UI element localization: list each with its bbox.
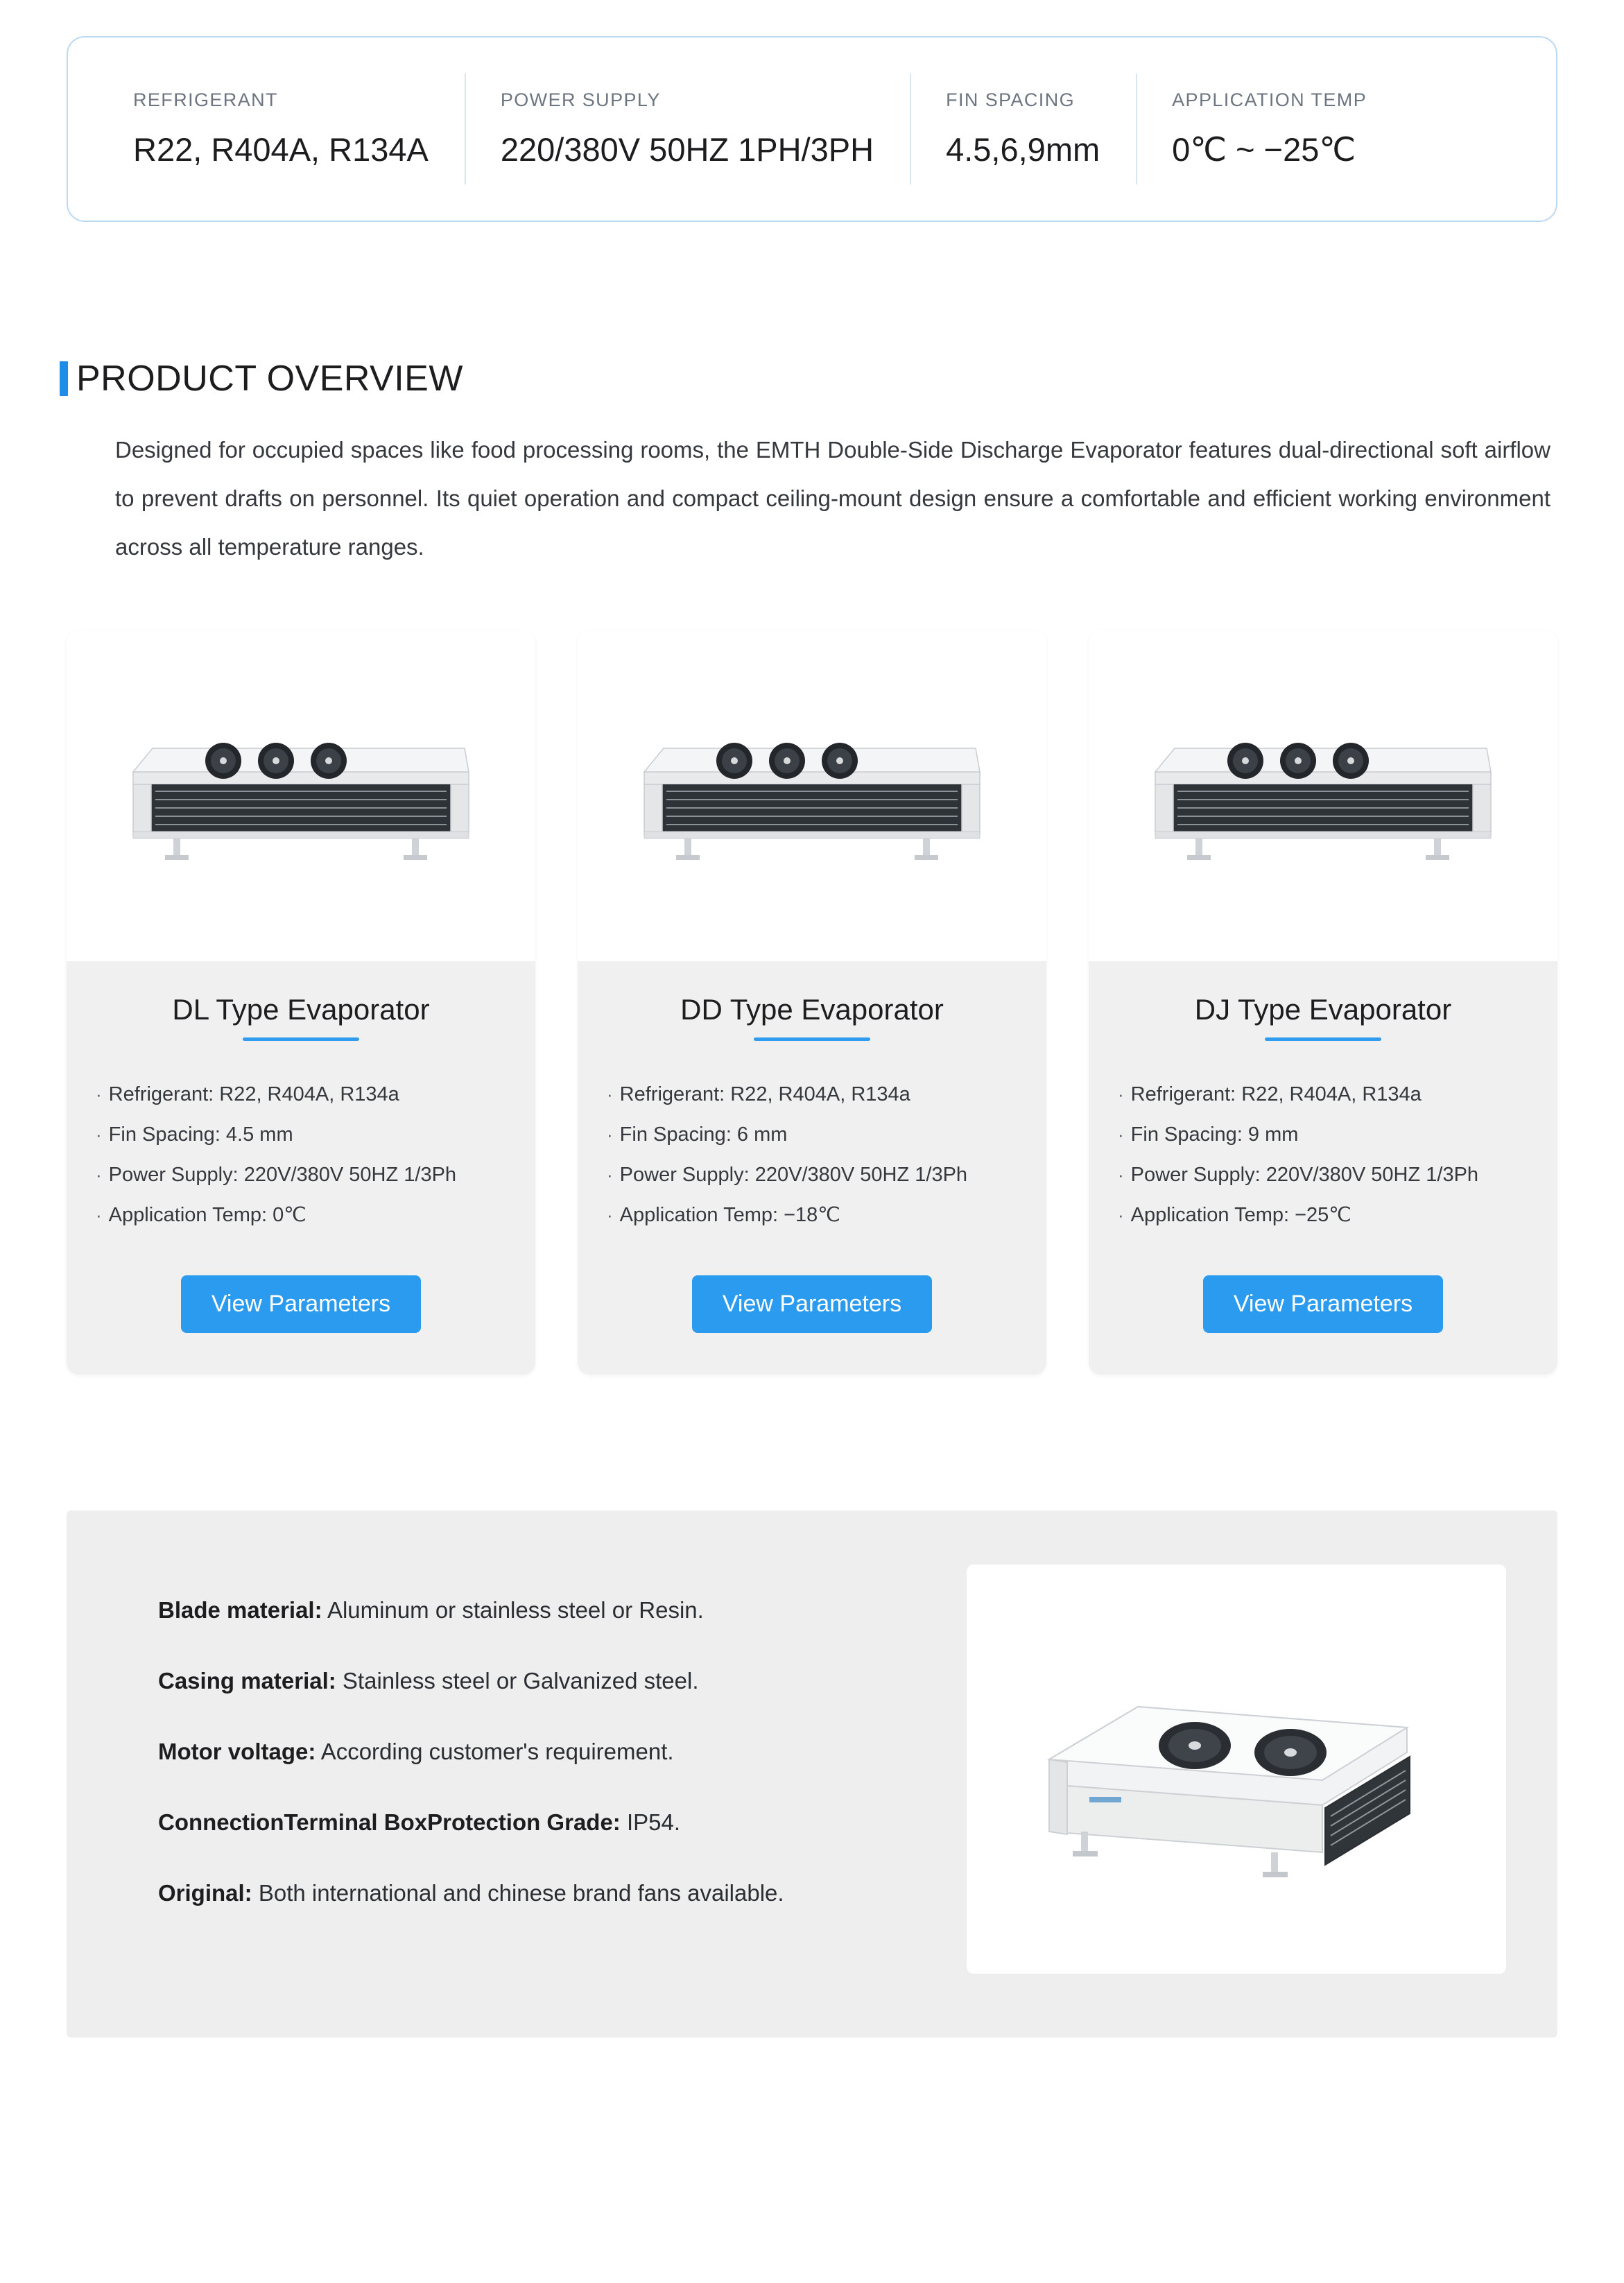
overview-paragraph: Designed for occupied spaces like food processing rooms, the EMTH Double-Side Discharge Evaporator features dual-directional soft airflow to prevent drafts on personnel. Its quiet operation and compact ceiling-mount design ensure a comfortable and efficient working environment across all temperature ranges. <box>115 437 1550 560</box>
card-feature-text: Refrigerant: R22, R404A, R134a <box>1130 1083 1422 1105</box>
card-title-underline <box>754 1037 870 1041</box>
bullet-icon: · <box>96 1164 102 1185</box>
material-label: Original: <box>158 1880 252 1906</box>
card-feature <box>1118 1114 1528 1155</box>
spec-label: FIN SPACING <box>946 89 1076 110</box>
card-action-row <box>96 1235 506 1333</box>
card-feature <box>607 1114 1017 1155</box>
view-parameters-button[interactable]: View Parameters <box>181 1275 421 1333</box>
page-title: PRODUCT OVERVIEW <box>76 359 463 399</box>
card-feature-text: Power Supply: 220V/380V 50HZ 1/3Ph <box>108 1164 457 1186</box>
evaporator-illustration-icon <box>1129 705 1517 886</box>
bullet-icon: · <box>607 1084 613 1105</box>
card-feature <box>1118 1195 1528 1235</box>
bullet-icon: · <box>607 1124 613 1145</box>
spec-value: 0℃ ~ −25℃ <box>1172 130 1356 168</box>
material-item <box>158 1807 946 1838</box>
card-title: DL Type Evaporator <box>172 993 430 1026</box>
card-feature <box>607 1155 1017 1195</box>
spec-value: R22, R404A, R134A <box>133 131 429 168</box>
card-feature-text: Power Supply: 220V/380V 50HZ 1/3Ph <box>1130 1164 1479 1186</box>
spec-cell-application-temp <box>1136 69 1403 189</box>
card-feature-text: Application Temp: −18℃ <box>619 1204 840 1226</box>
product-card-dd[interactable] <box>578 630 1046 1375</box>
spec-label: REFRIGERANT <box>133 89 278 110</box>
product-card-dl[interactable] <box>67 630 535 1375</box>
material-label: Motor voltage: <box>158 1739 316 1764</box>
card-image-dd <box>578 630 1046 961</box>
spec-value: 220/380V 50HZ 1PH/3PH <box>500 131 874 168</box>
card-title: DD Type Evaporator <box>680 993 944 1026</box>
spec-cell-power-supply <box>465 69 910 189</box>
bullet-icon: · <box>607 1205 613 1225</box>
card-body-dl <box>67 961 535 1375</box>
spec-cell-fin-spacing <box>910 69 1136 189</box>
card-image-dl <box>67 630 535 961</box>
view-parameters-button[interactable]: View Parameters <box>1203 1275 1443 1333</box>
product-page <box>0 36 1624 2283</box>
spec-cell-refrigerant <box>97 69 465 189</box>
spec-summary-bar <box>67 36 1557 222</box>
materials-panel <box>67 1510 1557 2038</box>
spec-value: 4.5,6,9mm <box>946 131 1100 168</box>
card-image-dj <box>1089 630 1557 961</box>
material-value: Stainless steel or Galvanized steel. <box>342 1668 699 1694</box>
materials-list <box>118 1565 946 1974</box>
card-feature <box>96 1195 506 1235</box>
card-feature-text: Application Temp: −25℃ <box>1130 1204 1351 1226</box>
evaporator-illustration-icon <box>107 705 495 886</box>
evaporator-perspective-illustration-icon <box>1021 1623 1451 1915</box>
card-feature <box>96 1155 506 1195</box>
card-feature <box>607 1195 1017 1235</box>
material-item <box>158 1737 946 1767</box>
card-title: DJ Type Evaporator <box>1194 993 1452 1026</box>
bullet-icon: · <box>96 1124 102 1145</box>
card-feature-text: Power Supply: 220V/380V 50HZ 1/3Ph <box>619 1164 968 1186</box>
card-title-underline <box>1265 1037 1381 1041</box>
card-body-dd <box>578 961 1046 1375</box>
bullet-icon: · <box>607 1164 613 1185</box>
bullet-icon: · <box>1118 1124 1124 1145</box>
card-feature <box>96 1074 506 1114</box>
material-label: ConnectionTerminal BoxProtection Grade: <box>158 1809 621 1835</box>
card-feature <box>1118 1155 1528 1195</box>
spec-label: APPLICATION TEMP <box>1172 89 1367 110</box>
card-feature <box>607 1074 1017 1114</box>
card-feature-text: Fin Spacing: 9 mm <box>1130 1123 1299 1146</box>
material-value: Both international and chinese brand fans available. <box>258 1880 784 1906</box>
materials-image-panel <box>967 1565 1506 1974</box>
card-feature <box>1118 1074 1528 1114</box>
material-item <box>158 1878 946 1909</box>
bullet-icon: · <box>96 1084 102 1105</box>
card-action-row <box>1118 1235 1528 1333</box>
spec-label: POWER SUPPLY <box>500 89 661 110</box>
card-action-row <box>607 1235 1017 1333</box>
card-feature-text: Refrigerant: R22, R404A, R134a <box>619 1083 910 1105</box>
bullet-icon: · <box>1118 1164 1124 1185</box>
material-value: Aluminum or stainless steel or Resin. <box>327 1597 704 1623</box>
product-card-list <box>67 630 1557 1375</box>
material-item <box>158 1666 946 1696</box>
card-feature-text: Fin Spacing: 4.5 mm <box>108 1123 293 1146</box>
card-feature-text: Application Temp: 0℃ <box>108 1204 306 1226</box>
product-card-dj[interactable] <box>1089 630 1557 1375</box>
card-feature-text: Refrigerant: R22, R404A, R134a <box>108 1083 399 1105</box>
card-feature <box>96 1114 506 1155</box>
evaporator-illustration-icon <box>618 705 1006 886</box>
bullet-icon: · <box>1118 1205 1124 1225</box>
material-label: Blade material: <box>158 1597 322 1623</box>
view-parameters-button[interactable]: View Parameters <box>692 1275 932 1333</box>
card-feature-text: Fin Spacing: 6 mm <box>619 1123 788 1146</box>
material-value: According customer's requirement. <box>320 1739 674 1764</box>
material-value: IP54. <box>626 1809 681 1835</box>
product-overview-heading <box>60 358 1624 399</box>
card-body-dj <box>1089 961 1557 1375</box>
card-title-underline <box>243 1037 359 1041</box>
bullet-icon: · <box>1118 1084 1124 1105</box>
material-label: Casing material: <box>158 1668 336 1694</box>
material-item <box>158 1595 946 1626</box>
bullet-icon: · <box>96 1205 102 1225</box>
title-accent-bar <box>60 361 68 396</box>
